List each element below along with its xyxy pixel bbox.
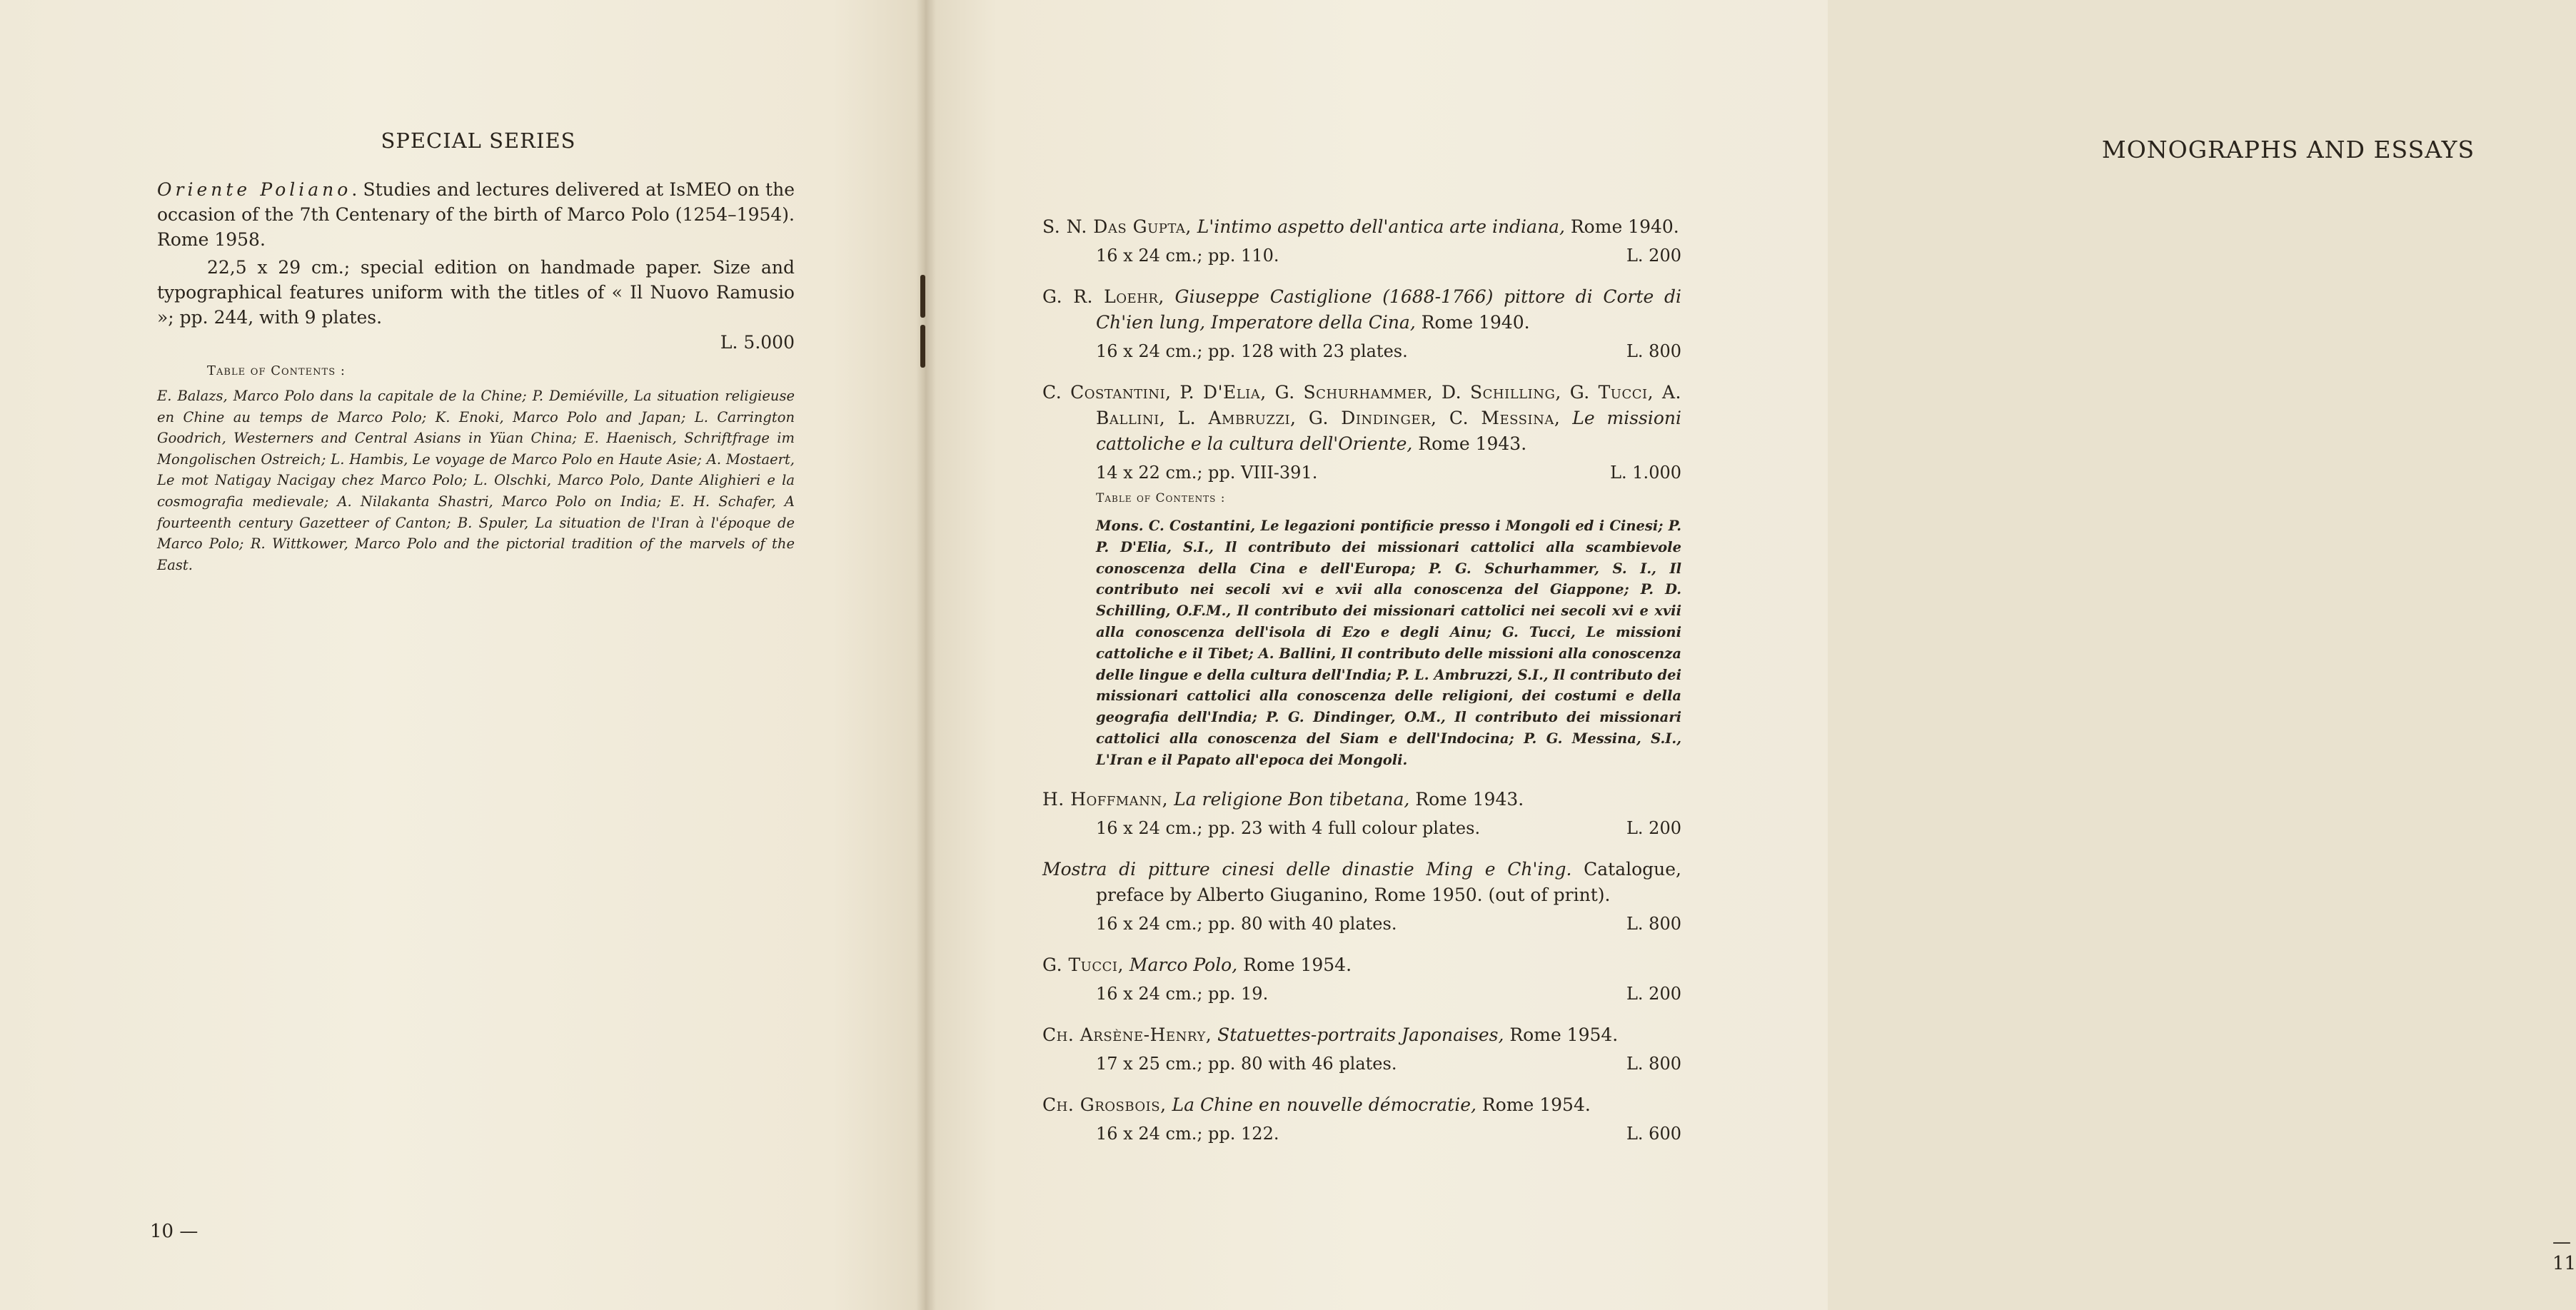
entry-imprint: Rome 1943. [1418,433,1527,454]
right-page-heading: MONOGRAPHS AND ESSAYS [2101,136,2475,163]
list-item [1042,952,1681,1007]
list-item [1042,787,1681,841]
right-toc-text: Mons. C. Costantini, Le legazioni pontificie presso i Mongoli ed i Cinesi; P. P. D'Elia, S.I., Il contributo dei missionari cattolici alla scambievole conoscenza della Cina e dell'Europa; P. G. Schurhammer, S. I., Il contributo nei secoli xvi e xvii alla conoscenza del Giappone; P. D. Schilling, O.F.M., Il contributo dei missionari cattolici nei secoli xvi e xvii alla conoscenza dell'isola di Ezo e degli Ainu; G. Tucci, Le missioni cattoliche e il Tibet; A. Ballini, Il contributo delle missioni alla conoscenza delle lingue e della cultura dell'India; P. L. Ambruzzi, S.I., Il contributo dei missionari cattolici alla conoscenza delle religioni, dei costumi e della geografia dell'India; P. G. Dindinger, O.M., Il contributo dei missionari cattolici alla conoscenza del Siam e dell'Indocina; P. G. Messina, S.I., L'Iran e il Papato all'epoca dei Mongoli. [1096,518,1681,768]
entry-author: G. Tucci, [1042,954,1124,975]
list-item [1042,284,1681,364]
list-item [1042,1092,1681,1147]
list-item [1042,1022,1681,1077]
entry-title: Giuseppe Castiglione (1688-1766) pittore di Corte di Ch'ien lung, Imperatore della Cina, [1096,286,1681,333]
entry-spec: 17 x 25 cm.; pp. 80 with 46 plates. [1096,1053,1397,1074]
monographs-list [1042,214,1681,1162]
list-item [1042,380,1681,485]
entry-title: L'intimo aspetto dell'antica arte indiana, [1197,216,1565,237]
entry-author: H. Hoffmann, [1042,788,1169,810]
entry-spec: 16 x 24 cm.; pp. 80 with 40 plates. [1096,913,1397,934]
binding-thread-mark [920,325,925,368]
left-page-heading: SPECIAL SERIES [381,129,576,153]
entry-author: Ch. Arsène-Henry, [1042,1024,1212,1045]
entry-imprint: Catalogue, preface by Alberto Giuganino, Rome 1950. (out of print). [1096,858,1681,905]
list-item [1042,857,1681,937]
entry-author: Ch. Grosbois, [1042,1094,1167,1115]
entry-author: S. N. Das Gupta, [1042,216,1192,237]
left-toc-heading: Table of Contents : [207,363,346,378]
entry-spec: 16 x 24 cm.; pp. 122. [1096,1123,1279,1144]
special-series-entry [157,177,795,575]
series-intro [157,177,795,252]
series-price: L. 5.000 [720,332,795,353]
entry-imprint: Rome 1954. [1481,1094,1591,1115]
series-intro-text: . Studies and lectures delivered at IsMEO on the occasion of the 7th Centenary of the birth of Marco Polo (1254–1954). Rome 1958. [157,179,795,250]
entry-title: Mostra di pitture cinesi delle dinastie Ming e Ch'ing. [1042,858,1572,880]
entry-price: L. 800 [1626,341,1681,361]
series-details-text: 22,5 x 29 cm.; special edition on handmade paper. Size and typographical features uniform with the titles of « Il Nuovo Ramusio »; pp. 244, with 9 plates. [157,257,795,328]
entry-spec: 14 x 22 cm.; pp. VIII-391. [1096,463,1318,483]
entry-price: L. 1.000 [1610,463,1681,483]
list-item [1042,214,1681,268]
entry-price: L. 200 [1626,983,1681,1004]
entry-spec: 16 x 24 cm.; pp. 23 with 4 full colour plates. [1096,817,1481,838]
left-toc-text: E. Balazs, Marco Polo dans la capitale de la Chine; P. Demiéville, La situation religieuse en Chine au temps de Marco Polo; K. Enoki, Marco Polo and Japan; L. Carrington Goodrich, Westerners and Central Asians in Yüan China; E. Haenisch, Schriftfrage im Mongolischen Ostreich; L. Hambis, Le voyage de Marco Polo en Haute Asie; A. Mostaert, Le mot Natigay Nacigay chez Marco Polo; L. Olschki, Marco Polo, Dante Alighieri e la cosmografia medievale; A. Nilakanta Shastri, Marco Polo on India; E. H. Schafer, A fourteenth century Gazetteer of Canton; B. Spuler, La situation de l'Iran à l'époque de Marco Polo; R. Wittkower, Marco Polo and the pictorial tradition of the marvels of the East. [157,388,795,573]
entry-price: L. 800 [1626,1053,1681,1074]
binding-thread-mark [920,275,925,318]
entry-title: Statuettes-portraits Japonaises, [1217,1024,1504,1045]
entry-spec: 16 x 24 cm.; pp. 128 with 23 plates. [1096,341,1408,361]
series-details [157,255,795,330]
left-page-number: 10 — [150,1221,198,1242]
entry-imprint: Rome 1954. [1243,954,1352,975]
entry-price: L. 600 [1626,1123,1681,1144]
entry-imprint: Rome 1940. [1421,312,1530,333]
entry-title: Marco Polo, [1129,954,1238,975]
book-gutter [916,0,936,1310]
entry-spec: 16 x 24 cm.; pp. 110. [1096,246,1279,266]
left-page [0,0,925,1310]
entry-title: La religione Bon tibetana, [1174,788,1410,810]
right-toc-heading: Table of Contents : [1096,491,1226,505]
series-price-row [157,330,795,355]
entry-imprint: Rome 1954. [1509,1024,1619,1045]
entry-price: L. 200 [1626,817,1681,838]
series-title: Oriente Poliano [157,179,352,200]
entry-price: L. 200 [1626,246,1681,266]
entry-price: L. 800 [1626,913,1681,934]
entry-title: La Chine en nouvelle démocratie, [1172,1094,1476,1115]
entry-author: G. R. Loehr, [1042,286,1164,307]
right-page-number: — 11 [2552,1231,2576,1274]
entry-title: Le missioni cattoliche e la cultura dell'Oriente, [1096,408,1681,454]
entry-spec: 16 x 24 cm.; pp. 19. [1096,983,1269,1004]
entry-author: C. Costantini, P. D'Elia, G. Schurhammer, D. Schilling, G. Tucci, A. Ballini, L. Ambruzzi, G. Dindinger, C. Messina, [1042,382,1681,428]
entry-imprint: Rome 1940. [1570,216,1679,237]
entry-imprint: Rome 1943. [1415,788,1524,810]
